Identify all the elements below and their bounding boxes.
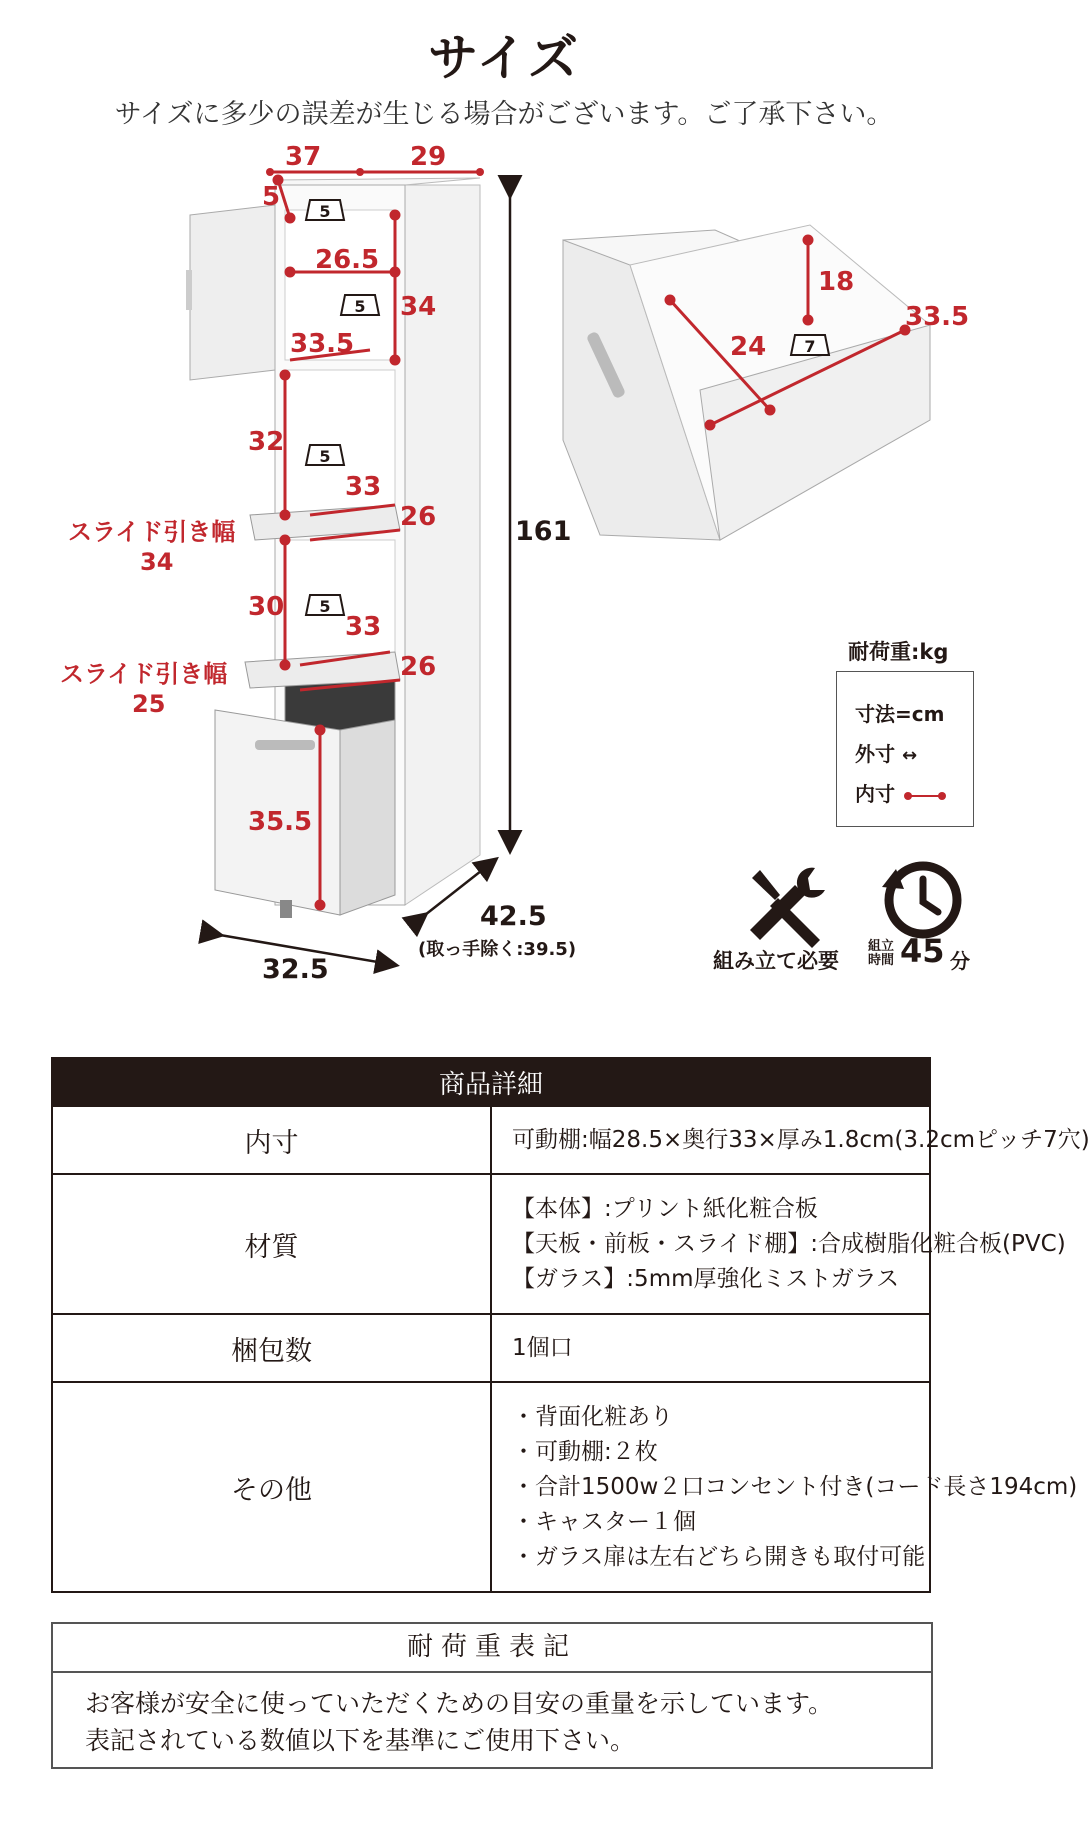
table-row	[52, 1174, 930, 1314]
weight-icon	[306, 595, 344, 616]
assembly-time-value: 45	[900, 932, 945, 970]
weight-icon	[341, 295, 379, 316]
load-note-line: お客様が安全に使っていただくための目安の重量を示しています。	[85, 1689, 834, 1718]
weight-lower: 5	[319, 597, 331, 616]
page-title: サイズ	[428, 29, 580, 87]
row-label-inner: 内寸	[52, 1106, 491, 1174]
dim-width: 32.5	[262, 954, 329, 985]
tools-icon	[740, 860, 830, 950]
dim-shelf-depth-upper: 33.5	[290, 329, 355, 359]
red-line-dot-icon	[902, 789, 948, 803]
dim-slide2-width: 26	[400, 652, 437, 682]
dim-shelf-height-upper: 34	[400, 292, 437, 322]
load-note-line: 表記されている数値以下を基準にご使用下さい。	[85, 1726, 636, 1755]
weight-icon	[306, 200, 344, 221]
dim-drawer-detail-depth: 33.5	[905, 302, 970, 332]
load-note-title: 耐荷重表記	[53, 1624, 931, 1673]
row-label-material: 材質	[52, 1174, 491, 1314]
row-value-packages	[491, 1314, 930, 1382]
assembly-time-label-2: 時間	[868, 953, 895, 968]
weight-icon	[306, 445, 344, 466]
slide-value-2: 25	[132, 690, 166, 718]
legend-inner	[855, 778, 948, 807]
dim-drawer-height: 35.5	[248, 807, 313, 837]
dim-drawer-detail-width: 24	[730, 332, 767, 362]
dim-lower-height: 30	[248, 592, 285, 622]
row-line: ・合計1500w２口コンセント付き(コード長さ194cm)	[512, 1473, 1078, 1500]
slide-value-1: 34	[140, 548, 174, 576]
load-note-body	[53, 1673, 931, 1771]
table-row	[52, 1382, 930, 1592]
slide-label-1: スライド引き幅	[68, 518, 236, 546]
row-line: 【ガラス】:5mm厚強化ミストガラス	[512, 1265, 900, 1292]
weight-upper-shelf: 5	[354, 297, 366, 316]
weight-middle: 5	[319, 447, 331, 466]
assembly-time-unit: 分	[950, 949, 970, 973]
legend-unit: 寸法=cm	[855, 702, 945, 726]
row-label-other: その他	[52, 1382, 491, 1592]
row-line: ・ガラス扉は左右どちら開きも取付可能	[512, 1543, 926, 1570]
slide-label-2: スライド引き幅	[60, 660, 228, 688]
dim-slide1-depth: 33	[345, 472, 382, 502]
dim-top-depth: 29	[410, 142, 447, 172]
legend-outer	[855, 738, 917, 767]
table-row	[52, 1106, 930, 1174]
dim-shelf-width-upper: 26.5	[315, 245, 380, 275]
row-value-material	[491, 1174, 1066, 1314]
spec-table	[51, 1057, 1090, 1593]
row-value-inner	[491, 1106, 1090, 1174]
row-line: ・背面化粧あり	[512, 1403, 673, 1430]
legend-title: 耐荷重:kg	[848, 640, 949, 664]
row-value-other	[491, 1382, 1078, 1592]
page-subtitle: サイズに多少の誤差が生じる場合がございます。ご了承下さい。	[114, 99, 894, 130]
dim-top-gap: 5	[262, 182, 281, 212]
assembly-time-label	[868, 940, 894, 968]
row-line: 【天板・前板・スライド棚】:合成樹脂化粧合板(PVC)	[512, 1230, 1066, 1257]
load-note-box	[51, 1622, 933, 1769]
row-line: 可動棚:幅28.5×奥行33×厚み1.8cm(3.2cmピッチ7穴)	[512, 1126, 1090, 1153]
assembly-required-label: 組み立て必要	[713, 949, 839, 973]
weight-drawer: 7	[804, 337, 816, 356]
row-label-packages: 梱包数	[52, 1314, 491, 1382]
dim-total-height: 161	[515, 516, 572, 547]
dim-top-width: 37	[285, 142, 322, 172]
spec-table-title: 商品詳細	[52, 1058, 930, 1106]
legend-outer-label: 外寸	[855, 742, 895, 766]
cabinet-illustration	[186, 178, 480, 918]
dim-drawer-detail-height: 18	[818, 267, 855, 297]
weight-icon	[791, 335, 829, 356]
legend-inner-label: 内寸	[855, 782, 895, 806]
dim-depth-note: (取っ手除く:39.5)	[418, 939, 577, 960]
dim-slide1-width: 26	[400, 502, 437, 532]
dim-slide2-depth: 33	[345, 612, 382, 642]
row-line: ・キャスター１個	[512, 1508, 696, 1535]
row-line: ・可動棚:２枚	[512, 1438, 658, 1465]
dim-middle-height: 32	[248, 427, 285, 457]
row-line: 1個口	[512, 1334, 573, 1361]
weight-top: 5	[319, 202, 331, 221]
dim-depth: 42.5	[480, 901, 547, 932]
row-line: 【本体】:プリント紙化粧合板	[512, 1195, 818, 1222]
assembly-time-label-1: 組立	[868, 939, 895, 954]
double-arrow-icon: ↔	[901, 745, 918, 766]
table-row	[52, 1314, 930, 1382]
legend-box	[836, 671, 974, 827]
